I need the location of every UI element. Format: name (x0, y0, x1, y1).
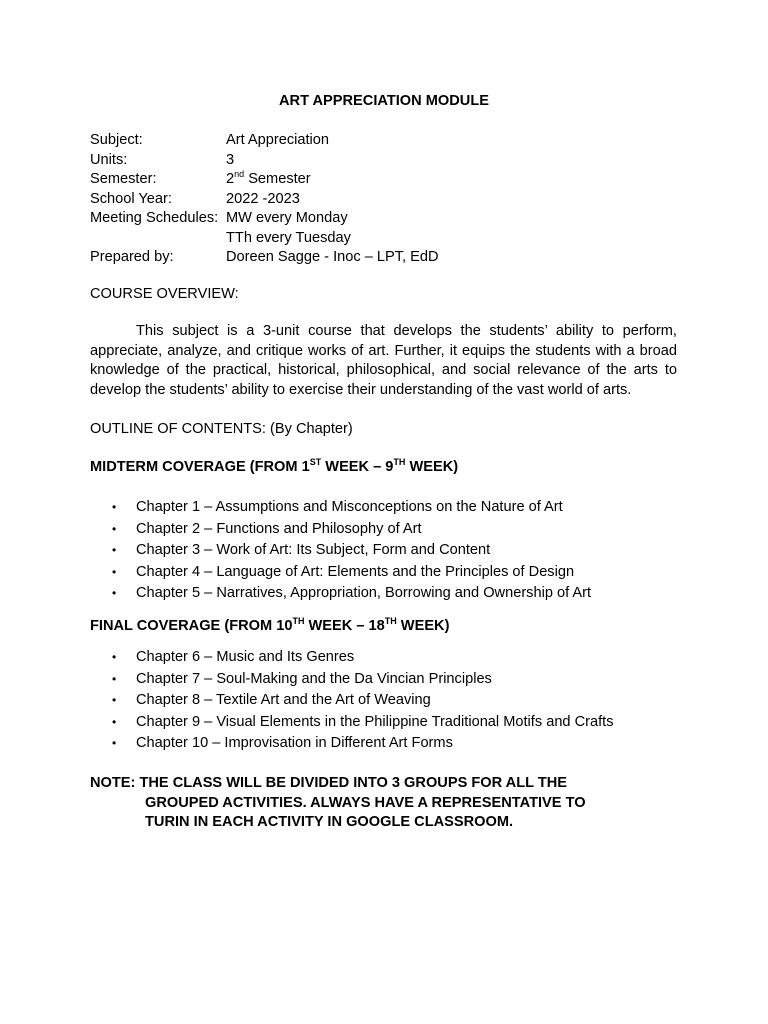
chapter-text: Chapter 5 – Narratives, Appropriation, Borrowing and Ownership of Art (136, 585, 592, 602)
chapter-text: Chapter 7 – Soul-Making and the Da Vincian Principles (136, 670, 492, 687)
midterm-heading-part: WEEK) (405, 459, 459, 475)
meeting-label: Meeting Schedules: (90, 210, 219, 226)
list-item (90, 583, 591, 605)
info-row-prepared (90, 248, 439, 268)
final-heading-part: WEEK – 18 (304, 618, 385, 634)
final-heading-sup: TH (384, 616, 397, 627)
list-item (90, 733, 614, 755)
outline-heading: OUTLINE OF CONTENTS: (By Chapter) (90, 421, 353, 437)
info-row-meeting (90, 209, 439, 229)
list-item (90, 712, 614, 734)
bullet-icon: • (112, 543, 117, 558)
bullet-icon: • (112, 564, 117, 579)
bullet-icon: • (112, 671, 117, 686)
semester-text: Semester (244, 171, 311, 187)
note-line-1: NOTE: THE CLASS WILL BE DIVIDED INTO 3 GROUPS FOR ALL THE (90, 775, 568, 791)
info-row-meeting-2 (90, 229, 439, 249)
final-heading-sup: TH (292, 616, 305, 627)
school-year-label: School Year: (90, 190, 172, 207)
list-item (90, 519, 591, 541)
chapter-text: Chapter 6 – Music and Its Genres (136, 649, 355, 665)
bullet-icon: • (112, 714, 117, 729)
meeting-value-2: TTh every Tuesday (226, 229, 351, 246)
list-item (90, 540, 591, 562)
bullet-icon: • (112, 521, 117, 536)
midterm-heading-part: MIDTERM COVERAGE (FROM 1 (90, 459, 310, 475)
midterm-heading-sup: TH (393, 457, 406, 468)
chapter-text: Chapter 2 – Functions and Philosophy of Art (136, 520, 422, 537)
info-row-school-year (90, 190, 439, 210)
prepared-label: Prepared by: (90, 249, 174, 265)
semester-ordinal: nd (234, 169, 245, 180)
bullet-icon: • (112, 736, 117, 751)
units-value: 3 (226, 151, 235, 168)
note-block (90, 774, 586, 833)
midterm-heading-sup: ST (309, 457, 322, 468)
course-info (90, 131, 439, 268)
list-item (90, 497, 591, 519)
chapter-text: Chapter 4 – Language of Art: Elements and the Principles of Design (136, 563, 575, 580)
bullet-icon: • (112, 693, 117, 708)
list-item (90, 669, 614, 691)
chapter-text: Chapter 3 – Work of Art: Its Subject, Form and Content (136, 542, 491, 559)
info-row-units (90, 151, 439, 171)
final-coverage-heading (90, 618, 449, 634)
subject-value: Art Appreciation (226, 132, 330, 148)
note-line-3: TURIN IN EACH ACTIVITY IN GOOGLE CLASSROOM. (145, 814, 514, 830)
semester-value (226, 170, 311, 190)
chapter-text: Chapter 8 – Textile Art and the Art of Weaving (136, 692, 431, 709)
semester-number: 2 (226, 171, 235, 187)
final-chapter-list (90, 647, 614, 755)
chapter-text: Chapter 9 – Visual Elements in the Philippine Traditional Motifs and Crafts (136, 713, 614, 730)
note-line-2: GROUPED ACTIVITIES. ALWAYS HAVE A REPRESENTATIVE TO (145, 794, 586, 811)
module-title: ART APPRECIATION MODULE (279, 93, 489, 109)
list-item (90, 690, 614, 712)
school-year-value: 2022 -2023 (226, 190, 300, 207)
midterm-coverage-heading (90, 459, 458, 475)
final-heading-part: WEEK) (396, 618, 450, 634)
midterm-heading-part: WEEK – 9 (321, 459, 394, 475)
info-row-subject (90, 131, 439, 151)
final-heading-part: FINAL COVERAGE (FROM 10 (90, 618, 293, 634)
prepared-value: Doreen Sagge - Inoc – LPT, EdD (226, 249, 439, 265)
semester-label: Semester: (90, 171, 157, 187)
bullet-icon: • (112, 650, 117, 664)
chapter-text: Chapter 10 – Improvisation in Different Art Forms (136, 735, 453, 752)
subject-label: Subject: (90, 132, 143, 148)
bullet-icon: • (112, 500, 117, 514)
list-item (90, 647, 614, 669)
course-overview-text: This subject is a 3-unit course that develops the students’ ability to perform, appreciate, analyze, and critique works of art. Further, it equips the students with a broad knowledge of the practical, historical, philosophical, and social relevance of the arts to develop the students’ ability to exercise their understanding of the vast world of arts. (90, 323, 677, 398)
list-item (90, 562, 591, 584)
info-row-semester (90, 170, 439, 190)
chapter-text: Chapter 1 – Assumptions and Misconceptions on the Nature of Art (136, 499, 563, 515)
midterm-chapter-list (90, 497, 591, 605)
units-label: Units: (90, 151, 128, 168)
meeting-value-1: MW every Monday (226, 210, 348, 226)
course-overview-heading: COURSE OVERVIEW: (90, 286, 239, 302)
bullet-icon: • (112, 586, 117, 601)
